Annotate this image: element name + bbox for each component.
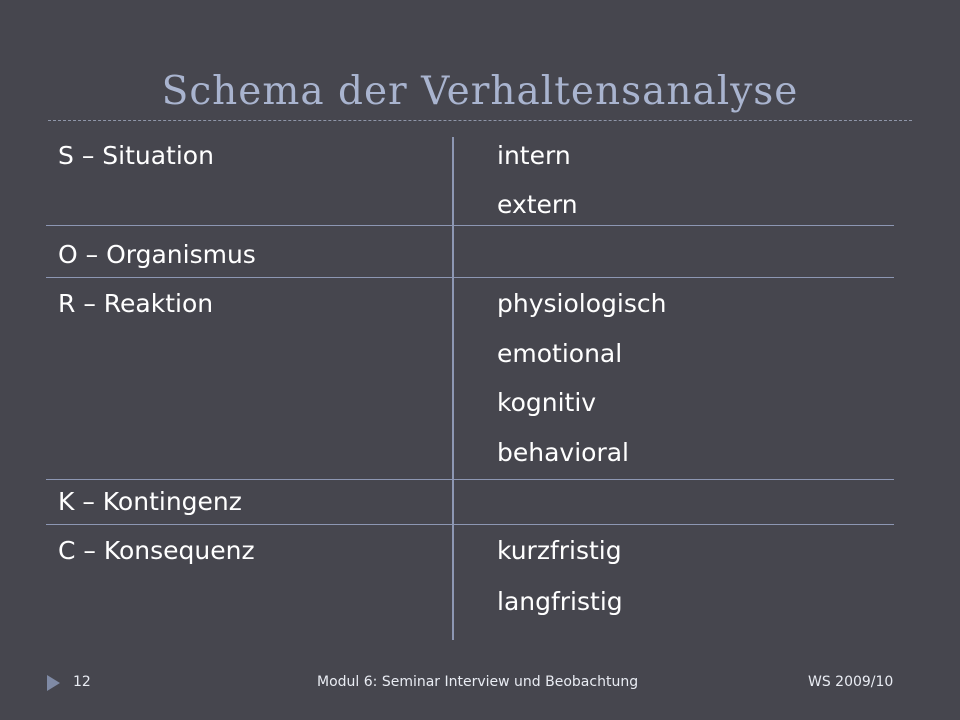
reaktion-item-emotional: emotional	[497, 339, 623, 368]
semester-label: WS 2009/10	[808, 674, 894, 690]
title-divider	[48, 120, 912, 121]
reaktion-item-kognitiv: kognitiv	[497, 388, 597, 417]
situation-item-intern: intern	[497, 141, 571, 170]
footer-triangle-icon	[47, 675, 60, 691]
reaktion-item-physiologisch: physiologisch	[497, 289, 667, 318]
konsequenz-item-kurzfristig: kurzfristig	[497, 536, 622, 565]
row-label-konsequenz: C – Konsequenz	[58, 536, 255, 565]
row-label-situation: S – Situation	[58, 141, 214, 170]
row-divider-situation	[46, 225, 894, 226]
row-divider-reaktion	[46, 479, 894, 480]
page-number: 12	[73, 674, 91, 690]
row-label-reaktion: R – Reaktion	[58, 289, 214, 318]
konsequenz-item-langfristig: langfristig	[497, 587, 623, 616]
row-label-organismus: O – Organismus	[58, 240, 256, 269]
slide-title: Schema der Verhaltensanalyse	[161, 69, 799, 114]
reaktion-item-behavioral: behavioral	[497, 438, 629, 467]
row-label-kontingenz: K – Kontingenz	[58, 487, 242, 516]
row-divider-organismus	[46, 277, 894, 278]
row-divider-kontingenz	[46, 524, 894, 525]
behavior-analysis-table	[46, 133, 894, 641]
column-divider	[452, 137, 454, 640]
situation-item-extern: extern	[497, 190, 578, 219]
course-title: Modul 6: Seminar Interview und Beobachtung	[317, 674, 639, 690]
